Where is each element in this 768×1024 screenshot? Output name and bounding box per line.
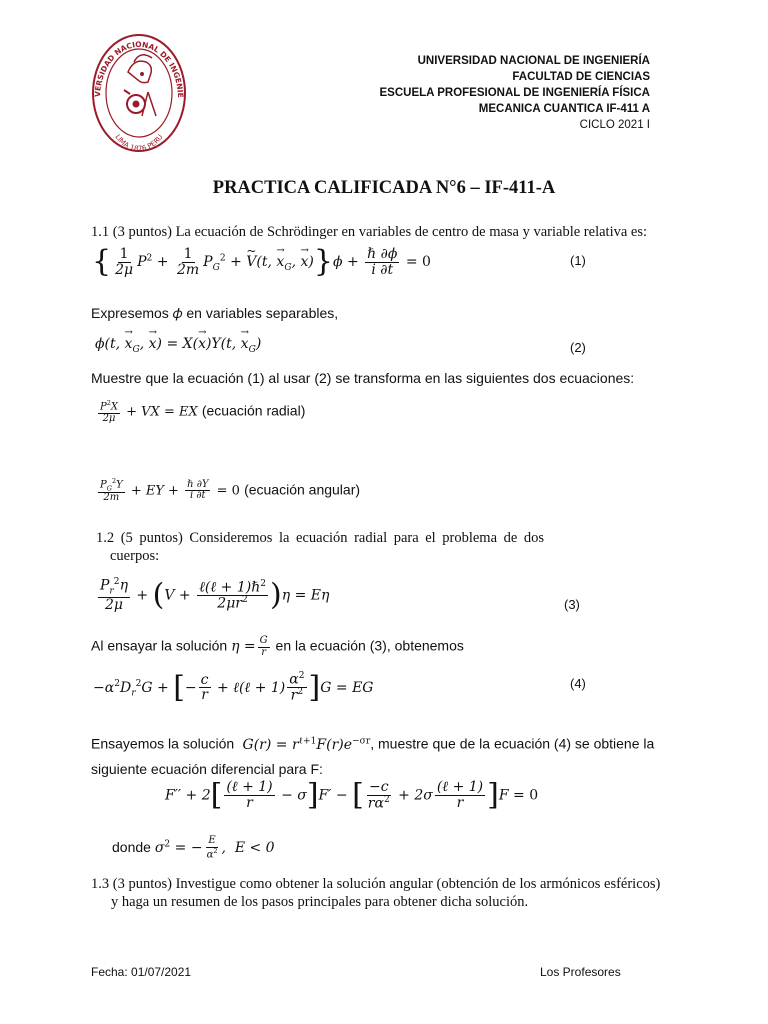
svg-text:UNIVERSIDAD NACIONAL DE INGENI [90, 32, 185, 98]
faculty-name: FACULTAD DE CIENCIAS [512, 71, 650, 83]
footer-date: Fecha: 01/07/2021 [91, 965, 192, 979]
course-name: MECANICA CUANTICA IF-411 A [478, 103, 650, 115]
ensayemos-line2: siguiente ecuación diferencial para F: [91, 760, 323, 777]
ensayar-pre: Al ensayar la solución [91, 637, 228, 654]
separable-text: Expresemos 𝜙 en variables separables, [91, 305, 339, 321]
donde-condition: donde $\sigma^2$ = − $\frac{E}{\alpha^2}$ , E < 0 [112, 835, 275, 860]
equation-2-number: (2) [570, 340, 586, 355]
show-text: Muestre que la ecuación (1) al usar (2) se transforma en las siguientes dos ecuaciones: [91, 370, 635, 386]
equation-f: F′′ + 2[ $\frac{\text{(ℓ + 1)}}{r}$ − σ]F′ − [ $\frac{-c}{r\alpha^2}$ + 2σ $\frac{\text{(ℓ + 1)}}{r}$ ]F = 0 [165, 777, 539, 813]
radial-label: (ecuación radial) [201, 402, 306, 419]
equation-3-number: (3) [564, 597, 580, 612]
ensayemos-pre: Ensayemos la solución [91, 735, 235, 752]
radial-equation: $\frac{P^2X}{2\mu}$ + VX = EX (ecuación radial) [100, 399, 306, 424]
school-name: ESCUELA PROFESIONAL DE INGENIERÍA FÍSICA [379, 87, 650, 99]
ensayemos-text: Ensayemos la solución $G(r) = r^{\ell+1}F(r)e^{-\sigma r}$, muestre que de la ecuación (4) se obtiene la siguiente ecuación diferencial para F: [91, 729, 654, 781]
equation-3: $\frac{P_r^2\eta}{2\mu}$ + (V + $\frac{\ell(\ell + 1)\hbar^2}{2\mu r^2}$ )η = Eη [100, 577, 330, 613]
equation-1-number: (1) [570, 253, 586, 268]
equation-1: { $\frac{1}{2\mu}$ $P^2$ + $\frac{1}{2m}$ $P_G^2$ + ~ V(t, → $x_G$, → x)}ϕ + $\frac{\text{ℏ ∂ϕ}}{i \partial t}$ = 0 [92, 247, 431, 277]
problem-1-2-line1: 1.2 (5 puntos) Consideremos la ecuación radial para el problema de dos [96, 530, 544, 546]
problem-1-2-intro [96, 529, 544, 565]
problem-1-3-line1: 1.3 (3 puntos) Investigue como obtener la solución angular (obtención de los armónicos esféricos) [91, 876, 661, 892]
equation-4: $-\alpha^2D_r^2G$ + [− $\frac{c}{r}$ + ℓ(ℓ + 1) $\frac{\alpha^2}{r^2}$ ]G = EG [93, 669, 374, 705]
seal-bottom-text: LIMA 1876 PERU [113, 133, 165, 153]
problem-1-3-line2: y haga un resumen de los pasos principales para obtener dicha solución. [111, 894, 529, 910]
ensayar-post: en la ecuación (3), obtenemos [275, 637, 464, 654]
equation-2: ϕ(t, → $x_G$, → x) = X(→ x)Y(t, → $x_G$) [95, 336, 261, 355]
angular-label: (ecuación angular) [244, 481, 361, 498]
angular-equation: $\frac{P_G^2Y}{2m}$ + EY + $\frac{\text{ℏ ∂Y}}{i \partial t}$ = 0 (ecuación angular) [100, 477, 361, 504]
ensayar-text: Al ensayar la solución η = $\frac{G}{r}$ en la ecuación (3), obtenemos [91, 635, 464, 658]
problem-1-1-intro: 1.1 (3 puntos) La ecuación de Schrödinger en variables de centro de masa y variable relativa es: [91, 224, 648, 240]
page-title: PRACTICA CALIFICADA N°6 – IF-411-A [212, 178, 556, 198]
equation-4-number: (4) [570, 676, 586, 691]
university-seal [90, 32, 188, 154]
footer-signature: Los Profesores [540, 965, 621, 979]
seal-ring-text: VERSIDAD NACIONAL DE INGENIE [92, 39, 186, 98]
institution-header [380, 53, 651, 133]
problem-1-3 [91, 875, 660, 911]
problem-1-2-line2: cuerpos: [110, 548, 160, 564]
svg-text:LIMA 1876 PERU [113, 133, 164, 153]
donde-label: donde [112, 838, 151, 855]
cycle-label: CICLO 2021 I [579, 119, 650, 131]
university-name: UNIVERSIDAD NACIONAL DE INGENIERÍA [417, 55, 650, 67]
ensayemos-post: , muestre que de la ecuación (4) se obtiene la [370, 735, 655, 752]
